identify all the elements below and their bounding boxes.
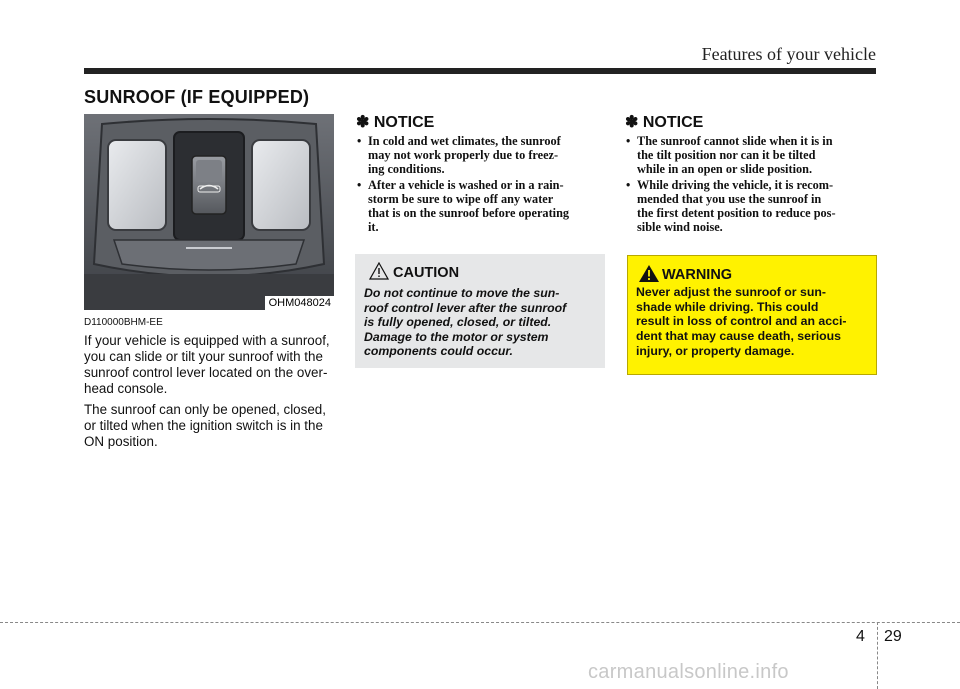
bullet-text: While driving the vehicle, it is recom- mended that you use the sunroof in the first detent position to reduce pos- sible wind noise. [637,177,836,235]
bullet-text: The sunroof cannot slide when it is in the tilt position nor can it be tilted while in an open or slide position. [637,134,833,177]
notice-heading-2 [625,112,703,132]
figure-code: OHM048024 [265,296,334,310]
watermark: carmanualsonline.info [588,661,789,683]
body-paragraph-1: If your vehicle is equipped with a sunroof, you can slide or tilt your sunroof with the sunroof control lever located on the over- head console. [84,333,330,396]
bullet-icon: • [357,177,362,192]
list-item [625,134,879,177]
running-header: Features of your vehicle [701,44,876,64]
notice-list-1 [356,134,608,235]
list-item [356,178,608,235]
document-code: D110000BHM-EE [84,317,163,328]
caution-box [355,254,605,368]
footer-divider [877,622,878,689]
bullet-icon: • [626,177,631,192]
page-number: 29 [884,628,902,645]
overhead-console-illustration [84,114,334,310]
bullet-icon: • [357,134,362,148]
caution-triangle-icon [369,262,389,280]
bullet-icon: • [626,134,631,148]
warning-triangle-icon [638,264,660,283]
caution-text: Do not continue to move the sun- roof control lever after the sunroof is fully opened, closed, or tilted. Damage to the motor or system components could occur. [364,286,567,358]
section-title: SUNROOF (IF EQUIPPED) [84,87,310,107]
warning-title: WARNING [662,267,733,283]
list-item [625,178,879,235]
warning-text: Never adjust the sunroof or sun- shade while driving. This could result in loss of control and an acci- dent that may cause death, serious injury, or property damage. [636,285,847,358]
body-paragraph-2: The sunroof can only be opened, closed, or tilted when the ignition switch is in the ON position. [84,402,326,449]
bullet-text: In cold and wet climates, the sunroof may not work properly due to freez- ing conditions. [368,134,561,177]
notice-list-2 [625,134,879,235]
notice-title: NOTICE [373,114,435,131]
footer-rule [0,622,960,623]
notice-marker: ✽ [356,114,370,131]
bullet-text: After a vehicle is washed or in a rain- storm be sure to wipe off any water that is on the sunroof before operating it. [368,177,570,235]
warning-box [627,255,877,375]
notice-title: NOTICE [642,114,704,131]
notice-heading-1 [356,112,434,132]
overhead-console-photo [84,114,334,310]
header-rule-thin [84,73,876,74]
notice-marker: ✽ [625,114,639,131]
list-item [356,134,608,177]
chapter-number: 4 [856,628,865,645]
caution-title: CAUTION [393,265,460,281]
